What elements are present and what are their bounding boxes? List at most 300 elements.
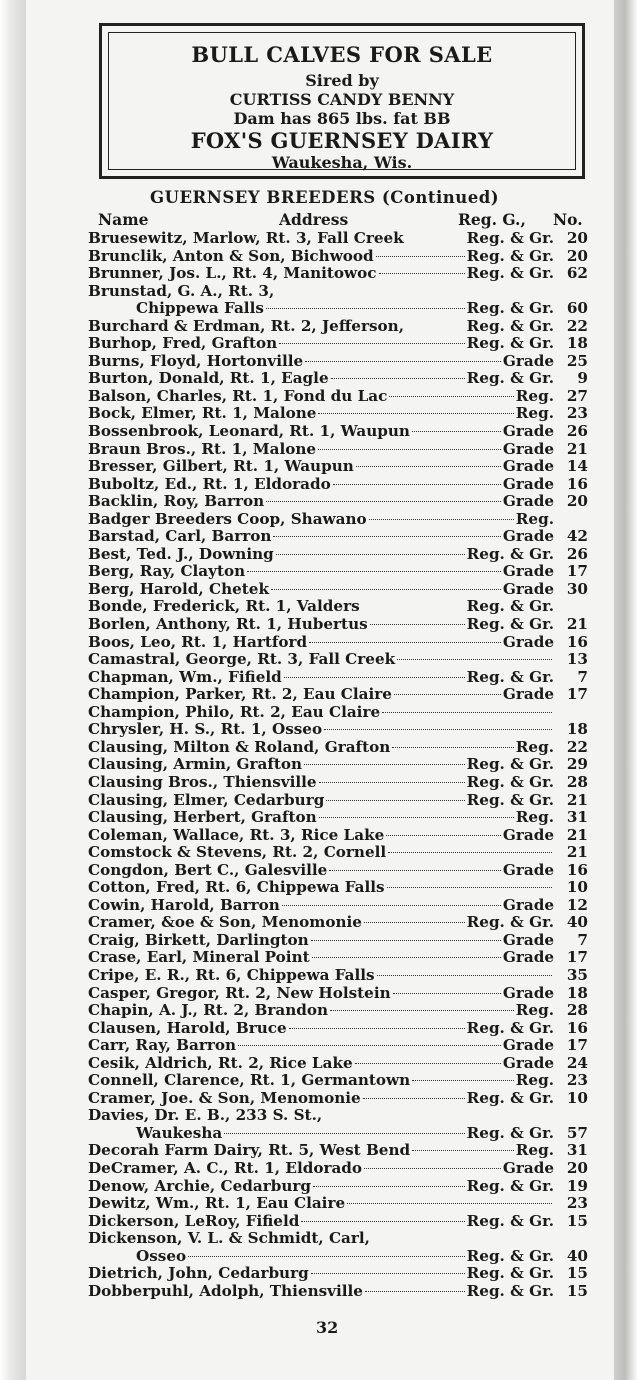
registration-type: Reg. & Gr. (466, 369, 554, 388)
leader-dots (347, 1203, 552, 1204)
breeder-name: Camastral, George, Rt. 3, Fall Creek (88, 650, 396, 669)
registration-type: Grade (502, 439, 554, 458)
herd-count: 10 (566, 1088, 588, 1107)
breeder-row (88, 511, 588, 529)
breeder-row (88, 1248, 588, 1266)
breeder-name: Carr, Ray, Barron (88, 1036, 237, 1055)
herd-count: 16 (566, 632, 588, 651)
breeder-name: Crase, Earl, Mineral Point (88, 948, 310, 967)
herd-count: 16 (566, 860, 588, 879)
breeder-name: Cripe, E. R., Rt. 6, Chippewa Falls (88, 965, 375, 984)
herd-count: 15 (566, 1211, 588, 1230)
herd-count: 21 (566, 615, 588, 634)
breeder-row (88, 1230, 588, 1248)
registration-type: Grade (502, 930, 554, 949)
herd-count: 23 (566, 1071, 588, 1090)
leader-dots (289, 1028, 465, 1029)
breeder-row (88, 914, 588, 932)
registration-type: Reg. (515, 1001, 554, 1020)
registration-type: Reg. & Gr. (466, 264, 554, 283)
herd-count: 7 (577, 930, 588, 949)
breeder-name: Congdon, Bert C., Galesville (88, 860, 328, 879)
breeder-name: Burton, Donald, Rt. 1, Eagle (88, 369, 329, 388)
leader-dots (389, 396, 513, 397)
breeder-row (88, 1195, 588, 1213)
herd-count: 15 (566, 1281, 588, 1300)
registration-type: Reg. (515, 737, 554, 756)
leader-dots (364, 922, 465, 923)
breeder-row (88, 370, 588, 388)
leader-dots (312, 957, 501, 958)
leader-dots (386, 835, 501, 836)
registration-type: Reg. & Gr. (466, 1123, 554, 1142)
herd-count: 20 (566, 1158, 588, 1177)
breeder-name: Decorah Farm Dairy, Rt. 5, West Bend (88, 1141, 411, 1160)
leader-dots (326, 800, 464, 801)
breeder-row (88, 1002, 588, 1020)
registration-type: Reg. & Gr. (466, 1176, 554, 1195)
breeder-name: Clausing, Armin, Grafton (88, 755, 303, 774)
breeder-row (88, 1213, 588, 1231)
registration-type: Grade (502, 860, 554, 879)
leader-dots (365, 1291, 465, 1292)
herd-count: 12 (566, 895, 588, 914)
breeder-row (88, 827, 588, 845)
breeder-row (88, 335, 588, 353)
leader-dots (276, 554, 465, 555)
leader-dots (266, 308, 465, 309)
breeder-row (88, 616, 588, 634)
breeder-name: Connell, Clarence, Rt. 1, Germantown (88, 1071, 411, 1090)
registration-type: Grade (502, 895, 554, 914)
breeder-row (88, 353, 588, 371)
breeder-name: DeCramer, A. C., Rt. 1, Eldorado (88, 1158, 363, 1177)
breeder-name: Brunstad, G. A., Rt. 3, (88, 281, 275, 300)
breeder-name: Coleman, Wallace, Rt. 3, Rice Lake (88, 825, 385, 844)
ad-location: Waukesha, Wis. (271, 153, 413, 172)
leader-dots (330, 1010, 514, 1011)
leader-dots (392, 747, 514, 748)
herd-count: 20 (566, 492, 588, 511)
breeder-row (88, 1055, 588, 1073)
registration-type: Reg. & Gr. (466, 1264, 554, 1283)
breeder-row (88, 265, 588, 283)
breeder-row (88, 669, 588, 687)
herd-count: 18 (566, 983, 588, 1002)
registration-type: Reg. & Gr. (466, 667, 554, 686)
breeder-row (88, 1283, 588, 1301)
breeder-row (88, 476, 588, 494)
registration-type: Reg. & Gr. (466, 334, 554, 353)
registration-type: Reg. (515, 1071, 554, 1090)
herd-count: 16 (566, 1018, 588, 1037)
herd-count: 62 (566, 264, 588, 283)
herd-count: 28 (566, 772, 588, 791)
herd-count: 14 (566, 457, 588, 476)
herd-count: 21 (566, 790, 588, 809)
breeder-name: Braun Bros., Rt. 1, Malone (88, 439, 317, 458)
herd-count: 31 (566, 1141, 588, 1160)
breeder-row (88, 704, 588, 722)
leader-dots (304, 764, 465, 765)
leader-dots (382, 712, 552, 713)
breeder-row (88, 686, 588, 704)
registration-type: Reg. (515, 386, 554, 405)
breeder-name: Dietrich, John, Cedarburg (88, 1264, 309, 1283)
ad-sired-by: Sired by (305, 71, 379, 90)
herd-count: 23 (566, 1194, 588, 1213)
breeder-row (88, 809, 588, 827)
breeder-row (88, 458, 588, 476)
herd-count: 29 (566, 755, 588, 774)
registration-type: Reg. & Gr. (466, 913, 554, 932)
breeder-name: Cotton, Fred, Rt. 6, Chippewa Falls (88, 878, 385, 897)
breeder-name: Chippewa Falls (136, 299, 264, 318)
section-title: GUERNSEY BREEDERS (Continued) (150, 188, 500, 207)
breeder-row (88, 581, 588, 599)
breeder-name: Burchard & Erdman, Rt. 2, Jefferson, (88, 316, 404, 335)
breeder-name: Craig, Birkett, Darlington (88, 930, 309, 949)
breeder-row (88, 405, 588, 423)
herd-count: 26 (566, 422, 588, 441)
registration-type: Grade (502, 492, 554, 511)
herd-count: 40 (566, 1246, 588, 1265)
column-header-address: Address (279, 210, 349, 229)
breeder-name: Cramer, &oe & Son, Menomonie (88, 913, 362, 932)
advertisement-box (99, 23, 585, 179)
breeder-name: Badger Breeders Coop, Shawano (88, 509, 367, 528)
registration-type: Grade (502, 527, 554, 546)
column-header-name: Name (98, 210, 149, 229)
breeder-name: Dickerson, LeRoy, Fifield (88, 1211, 300, 1230)
breeder-row (88, 756, 588, 774)
leader-dots (284, 677, 465, 678)
registration-type: Reg. & Gr. (466, 1018, 554, 1037)
leader-dots (377, 975, 552, 976)
registration-type: Grade (502, 948, 554, 967)
breeder-row (88, 1142, 588, 1160)
breeder-row (88, 598, 588, 616)
breeder-name: Barstad, Carl, Barron (88, 527, 272, 546)
leader-dots (311, 1273, 465, 1274)
breeder-row (88, 528, 588, 546)
registration-type: Grade (502, 474, 554, 493)
breeder-name: Denow, Archie, Cedarburg (88, 1176, 311, 1195)
breeder-row (88, 1020, 588, 1038)
herd-count: 15 (566, 1264, 588, 1283)
breeder-name: Burhop, Fred, Grafton (88, 334, 278, 353)
herd-count: 20 (566, 246, 588, 265)
breeder-name: Clausing, Herbert, Grafton (88, 808, 317, 827)
breeder-row (88, 1072, 588, 1090)
breeder-row (88, 230, 588, 248)
breeder-row (88, 651, 588, 669)
leader-dots (279, 343, 465, 344)
breeder-row (88, 1160, 588, 1178)
breeder-row (88, 739, 588, 757)
herd-count: 17 (566, 562, 588, 581)
herd-count: 17 (566, 1036, 588, 1055)
leader-dots (388, 852, 552, 853)
leader-dots (369, 519, 514, 520)
leader-dots (224, 1133, 464, 1134)
herd-count: 18 (566, 720, 588, 739)
breeder-row (88, 897, 588, 915)
breeder-name: Clausing Bros., Thiensville (88, 772, 317, 791)
breeder-name: Casper, Gregor, Rt. 2, New Holstein (88, 983, 391, 1002)
registration-type: Reg. & Gr. (466, 1246, 554, 1265)
herd-count: 13 (566, 650, 588, 669)
breeder-row (88, 949, 588, 967)
ad-sire-name: CURTISS CANDY BENNY (229, 90, 455, 109)
leader-dots (387, 887, 552, 888)
breeder-name: Berg, Harold, Chetek (88, 579, 269, 598)
registration-type: Grade (502, 351, 554, 370)
registration-type: Reg. & Gr. (466, 299, 554, 318)
leader-dots (238, 1045, 501, 1046)
leader-dots (319, 817, 514, 818)
breeder-row (88, 546, 588, 564)
registration-type: Reg. & Gr. (466, 544, 554, 563)
page-left-edge (0, 0, 26, 1380)
herd-count: 25 (566, 351, 588, 370)
breeder-name: Chapman, Wm., Fifield (88, 667, 282, 686)
breeder-name: Bock, Elmer, Rt. 1, Malone (88, 404, 317, 423)
leader-dots (412, 1080, 514, 1081)
herd-count: 21 (566, 825, 588, 844)
breeder-name: Backlin, Roy, Barron (88, 492, 265, 511)
herd-count: 30 (566, 579, 588, 598)
breeder-row (88, 318, 588, 336)
leader-dots (397, 659, 552, 660)
ad-title: BULL CALVES FOR SALE (191, 42, 493, 67)
breeder-name: Chapin, A. J., Rt. 2, Brandon (88, 1001, 329, 1020)
registration-type: Grade (502, 1053, 554, 1072)
breeder-name: Cramer, Joe. & Son, Menomonie (88, 1088, 361, 1107)
page-right-edge (614, 0, 638, 1380)
registration-type: Reg. (515, 808, 554, 827)
breeder-name: Clausing, Elmer, Cedarburg (88, 790, 325, 809)
leader-dots (247, 571, 501, 572)
leader-dots (319, 782, 465, 783)
herd-count: 17 (566, 685, 588, 704)
registration-type: Reg. (515, 1141, 554, 1160)
leader-dots (333, 484, 501, 485)
breeder-row (88, 1125, 588, 1143)
registration-type: Grade (502, 422, 554, 441)
column-header-reg: Reg. G., (458, 210, 526, 229)
breeder-name: Best, Ted. J., Downing (88, 544, 274, 563)
breeder-name: Osseo (136, 1246, 187, 1265)
column-header-no: No. (553, 210, 583, 229)
leader-dots (188, 1256, 465, 1257)
breeder-row (88, 300, 588, 318)
registration-type: Grade (502, 825, 554, 844)
breeder-list (88, 230, 588, 1300)
herd-count: 27 (566, 386, 588, 405)
leader-dots (318, 449, 501, 450)
leader-dots (301, 1221, 464, 1222)
leader-dots (412, 1150, 514, 1151)
herd-count: 22 (566, 737, 588, 756)
breeder-row (88, 844, 588, 862)
leader-dots (311, 940, 501, 941)
herd-count: 28 (566, 1001, 588, 1020)
herd-count: 26 (566, 544, 588, 563)
breeder-row (88, 634, 588, 652)
herd-count: 17 (566, 948, 588, 967)
herd-count: 9 (577, 369, 588, 388)
registration-type: Reg. & Gr. (466, 772, 554, 791)
herd-count: 20 (566, 229, 588, 247)
breeder-row (88, 1037, 588, 1055)
breeder-name: Buboltz, Ed., Rt. 1, Eldorado (88, 474, 331, 493)
breeder-name: Chrysler, H. S., Rt. 1, Osseo (88, 720, 323, 739)
registration-type: Reg. & Gr. (466, 1211, 554, 1230)
registration-type: Grade (502, 457, 554, 476)
breeder-row (88, 423, 588, 441)
breeder-row (88, 1090, 588, 1108)
leader-dots (364, 1168, 501, 1169)
breeder-name: Brunclik, Anton & Son, Bichwood (88, 246, 374, 265)
breeder-row (88, 985, 588, 1003)
breeder-name: Bresser, Gilbert, Rt. 1, Waupun (88, 457, 354, 476)
breeder-name: Dickenson, V. L. & Schmidt, Carl, (88, 1229, 370, 1248)
breeder-row (88, 721, 588, 739)
registration-type: Grade (502, 632, 554, 651)
breeder-row (88, 792, 588, 810)
breeder-name: Bruesewitz, Marlow, Rt. 3, Fall Creek (88, 229, 404, 247)
leader-dots (266, 501, 501, 502)
breeder-name: Borlen, Anthony, Rt. 1, Hubertus (88, 615, 368, 634)
herd-count: 23 (566, 404, 588, 423)
breeder-name: Cesik, Aldrich, Rt. 2, Rice Lake (88, 1053, 353, 1072)
leader-dots (324, 729, 552, 730)
registration-type: Grade (502, 562, 554, 581)
breeder-name: Cowin, Harold, Barron (88, 895, 280, 914)
breeder-row (88, 1265, 588, 1283)
leader-dots (282, 905, 501, 906)
ad-dam-record: Dam has 865 lbs. fat BB (233, 109, 451, 128)
breeder-name: Dobberpuhl, Adolph, Thiensville (88, 1281, 363, 1300)
herd-count: 18 (566, 334, 588, 353)
leader-dots (318, 413, 513, 414)
leader-dots (412, 431, 501, 432)
herd-count: 57 (566, 1123, 588, 1142)
registration-type: Reg. (515, 404, 554, 423)
leader-dots (331, 378, 465, 379)
registration-type: Grade (502, 1036, 554, 1055)
breeder-row (88, 248, 588, 266)
leader-dots (394, 694, 501, 695)
registration-type: Reg. & Gr. (466, 246, 554, 265)
registration-type: Reg. & Gr. (466, 790, 554, 809)
herd-count: 16 (566, 474, 588, 493)
registration-type: Reg. & Gr. (466, 615, 554, 634)
registration-type: Reg. & Gr. (466, 229, 554, 247)
breeder-row (88, 932, 588, 950)
breeder-row (88, 283, 588, 301)
breeder-name: Boos, Leo, Rt. 1, Hartford (88, 632, 308, 651)
herd-count: 31 (566, 808, 588, 827)
leader-dots (393, 993, 501, 994)
breeder-name: Waukesha (136, 1123, 223, 1142)
advertisement-inner-frame (108, 32, 576, 170)
leader-dots (379, 273, 465, 274)
breeder-name: Champion, Parker, Rt. 2, Eau Claire (88, 685, 392, 704)
breeder-name: Bossenbrook, Leonard, Rt. 1, Waupun (88, 422, 410, 441)
breeder-name: Champion, Philo, Rt. 2, Eau Claire (88, 702, 381, 721)
registration-type: Grade (502, 579, 554, 598)
herd-count: 60 (566, 299, 588, 318)
leader-dots (376, 256, 465, 257)
breeder-row (88, 441, 588, 459)
leader-dots (271, 589, 501, 590)
leader-dots (356, 466, 501, 467)
breeder-name: Bonde, Frederick, Rt. 1, Valders (88, 597, 360, 616)
breeder-row (88, 774, 588, 792)
ad-dairy-name: FOX'S GUERNSEY DAIRY (190, 128, 494, 153)
herd-count: 21 (566, 843, 588, 862)
registration-type: Grade (502, 983, 554, 1002)
breeder-name: Comstock & Stevens, Rt. 2, Cornell (88, 843, 387, 862)
breeder-name: Dewitz, Wm., Rt. 1, Eau Claire (88, 1194, 346, 1213)
leader-dots (305, 361, 501, 362)
leader-dots (313, 1186, 465, 1187)
breeder-row (88, 862, 588, 880)
breeder-row (88, 879, 588, 897)
registration-type: Grade (502, 685, 554, 704)
registration-type: Reg. (515, 509, 554, 528)
leader-dots (363, 1098, 465, 1099)
breeder-row (88, 563, 588, 581)
breeder-row (88, 388, 588, 406)
leader-dots (370, 624, 465, 625)
breeder-name: Clausen, Harold, Bruce (88, 1018, 287, 1037)
registration-type: Reg. & Gr. (466, 597, 554, 616)
registration-type: Reg. & Gr. (466, 1088, 554, 1107)
herd-count: 19 (566, 1176, 588, 1195)
breeder-row (88, 493, 588, 511)
herd-count: 42 (566, 527, 588, 546)
breeder-name: Berg, Ray, Clayton (88, 562, 246, 581)
registration-type: Grade (502, 1158, 554, 1177)
herd-count: 22 (566, 316, 588, 335)
leader-dots (273, 536, 500, 537)
breeder-row (88, 1107, 588, 1125)
herd-count: 40 (566, 913, 588, 932)
leader-dots (329, 870, 501, 871)
leader-dots (309, 642, 501, 643)
registration-type: Reg. & Gr. (466, 755, 554, 774)
leader-dots (355, 1063, 501, 1064)
herd-count: 7 (577, 667, 588, 686)
herd-count: 10 (566, 878, 588, 897)
herd-count: 35 (566, 965, 588, 984)
breeder-row (88, 967, 588, 985)
breeder-name: Davies, Dr. E. B., 233 S. St., (88, 1106, 323, 1125)
herd-count: 21 (566, 439, 588, 458)
breeder-name: Brunner, Jos. L., Rt. 4, Manitowoc (88, 264, 377, 283)
breeder-name: Balson, Charles, Rt. 1, Fond du Lac (88, 386, 388, 405)
breeder-name: Burns, Floyd, Hortonville (88, 351, 304, 370)
registration-type: Reg. & Gr. (466, 316, 554, 335)
herd-count: 24 (566, 1053, 588, 1072)
breeder-name: Clausing, Milton & Roland, Grafton (88, 737, 391, 756)
page-number: 32 (316, 1318, 339, 1337)
breeder-row (88, 1178, 588, 1196)
registration-type: Reg. & Gr. (466, 1281, 554, 1300)
